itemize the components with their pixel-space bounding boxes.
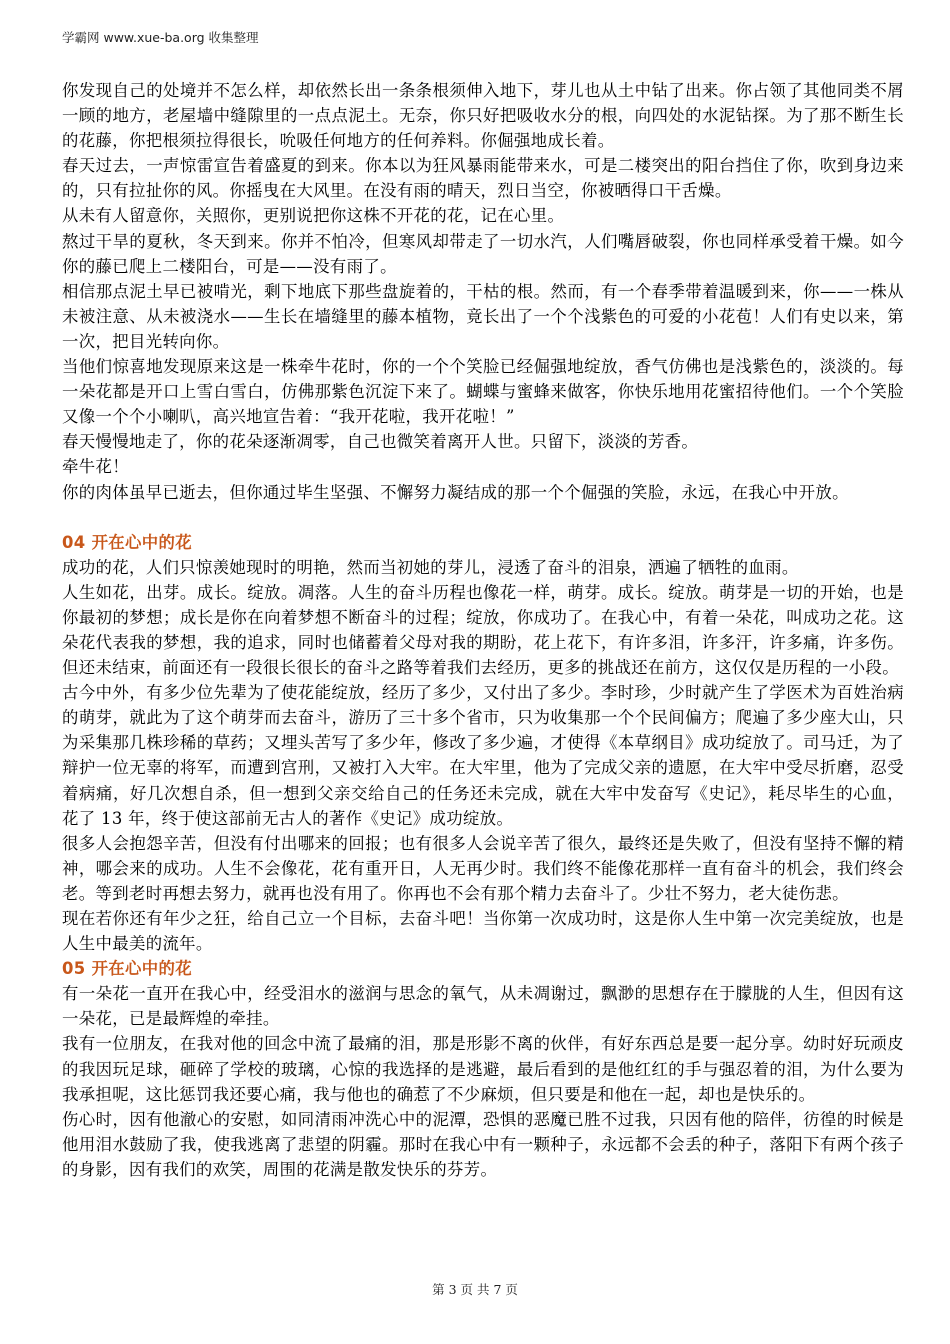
paragraph: 你的肉体虽早已逝去，但你通过毕生坚强、不懈努力凝结成的那一个个倔强的笑脸，永远，在我心中开放。 <box>62 482 849 502</box>
paragraph: 你发现自己的处境并不怎么样，却依然长出一条条根须伸入地下，芽儿也从土中钻了出来。你占领了其他同类不屑一顾的地方，老屋墙中缝隙里的一点点泥土。无奈，你只好把吸收水分的根，向四处的水泥钻探。为了那不断生长的花藤，你把根须拉得很长，吮吸任何地方的任何养料。你倔强地成长着。 <box>62 81 904 151</box>
section-04 <box>62 530 904 957</box>
paragraph: 人生如花，出芽。成长。绽放。凋落。人生的奋斗历程也像花一样，萌芽。成长。绽放。萌芽是一切的开始，也是你最初的梦想；成长是你在向着梦想不断奋斗的过程；绽放，你成功了。在我心中，有着一朵花，叫成功之花。这朵花代表我的梦想，我的追求，同时也储蓄着父母对我的期盼，花上花下，有许多泪，许多汗，许多痛，许多伤。但还未结束，前面还有一段很长很长的奋斗之路等着我们去经历，更多的挑战还在前方，这仅仅是历程的一小段。 <box>62 582 904 678</box>
paragraph: 成功的花，人们只惊羡她现时的明艳，然而当初她的芽儿，浸透了奋斗的泪泉，洒遍了牺牲的血雨。 <box>62 557 799 577</box>
page-footer: 第 3 页 共 7 页 <box>432 1282 518 1297</box>
paragraph: 春天过去，一声惊雷宣告着盛夏的到来。你本以为狂风暴雨能带来水，可是二楼突出的阳台挡住了你，吹到身边来的，只有拉扯你的风。你摇曳在大风里。在没有雨的晴天，烈日当空，你被晒得口干舌燥。 <box>62 156 904 201</box>
page-header: 学霸网 www.xue-ba.org 收集整理 <box>62 30 259 45</box>
paragraph: 很多人会抱怨辛苦，但没有付出哪来的回报；也有很多人会说辛苦了很久，最终还是失败了，但没有坚持不懈的精神，哪会来的成功。人生不会像花，花有重开日，人无再少时。我们终不能像花那样一直有奋斗的机会，我们终会老。等到老时再想去努力，就再也没有用了。你再也不会有那个精力去奋斗了。少壮不努力，老大徒伤悲。 <box>62 833 904 903</box>
paragraph: 伤心时，因有他澈心的安慰，如同清雨冲洗心中的泥潭，恐惧的恶魔已胜不过我，只因有他的陪伴，彷徨的时候是他用泪水鼓励了我，使我逃离了悲望的阴霾。那时在我心中有一颗种子，永远都不会丢的种子，落阳下有两个孩子的身影，因有我们的欢笑，周围的花满是散发快乐的芬芳。 <box>62 1109 904 1179</box>
paragraph: 我有一位朋友，在我对他的回念中流了最痛的泪，那是形影不离的伙伴，有好东西总是要一起分享。幼时好玩顽皮的我因玩足球，砸碎了学校的玻璃，心惊的我选择的是逃避，最后看到的是他红红的手与强忍着的泪，为什么要为我承担呢，这比惩罚我还要心痛，我与他也的确惹了不少麻烦，但只要是和他在一起，却也是快乐的。 <box>62 1034 904 1104</box>
paragraph: 从未有人留意你，关照你，更别说把你这株不开花的花，记在心里。 <box>62 206 565 226</box>
section-title: 04 开在心中的花 <box>62 532 193 552</box>
document-body <box>62 78 904 1182</box>
paragraph: 有一朵花一直开在我心中，经受泪水的滋润与思念的氧气，从未凋谢过，飘渺的思想存在于朦胧的人生，但因有这一朵花，已是最辉煌的牵挂。 <box>62 984 904 1029</box>
section-morning-glory <box>62 78 904 505</box>
paragraph: 古今中外，有多少位先辈为了使花能绽放，经历了多少，又付出了多少。李时珍，少时就产生了学医术为百姓治病的萌芽，就此为了这个萌芽而去奋斗，游历了三十多个省市，只为收集那一个个民间偏方；爬遍了多少座大山，只为采集那几株珍稀的草药；又埋头苦写了多少年，修改了多少遍，才使得《本草纲目》成功绽放了。司马迁，为了辩护一位无辜的将军，而遭到宫刑，又被打入大牢。在大牢里，他为了完成父亲的遗愿，在大牢中受尽折磨，忍受着病痛，好几次想自杀，但一想到父亲交给自己的任务还未完成，就在大牢中发奋写《史记》，耗尽毕生的心血，花了 13 年，终于使这部前无古人的著作《史记》成功绽放。 <box>62 683 904 828</box>
section-title: 05 开在心中的花 <box>62 959 193 979</box>
paragraph: 相信那点泥土早已被啃光，剩下地底下那些盘旋着的，干枯的根。然而，有一个春季带着温暖到来，你——一株从未被注意、从未被浇水——生长在墙缝里的藤本植物，竟长出了一个个浅紫色的可爱的小花苞！人们有史以来，第一次，把目光转向你。 <box>62 281 904 351</box>
paragraph: 当他们惊喜地发现原来这是一株牵牛花时，你的一个个笑脸已经倔强地绽放，香气仿佛也是浅紫色的，淡淡的。每一朵花都是开口上雪白雪白，仿佛那紫色沉淀下来了。蝴蝶与蜜蜂来做客，你快乐地用花蜜招待他们。一个个笑脸又像一个个小喇叭，高兴地宣告着：“我开花啦，我开花啦！” <box>62 357 904 427</box>
section-gap <box>62 505 904 530</box>
paragraph: 春天慢慢地走了，你的花朵逐渐凋零，自己也微笑着离开人世。只留下，淡淡的芳香。 <box>62 432 699 452</box>
section-05 <box>62 956 904 1182</box>
paragraph: 熬过干旱的夏秋，冬天到来。你并不怕冷，但寒风却带走了一切水汽，人们嘴唇破裂，你也同样承受着干燥。如今你的藤已爬上二楼阳台，可是——没有雨了。 <box>62 231 904 276</box>
paragraph: 牵牛花！ <box>62 457 129 477</box>
paragraph: 现在若你还有年少之狂，给自己立一个目标，去奋斗吧！当你第一次成功时，这是你人生中第一次完美绽放，也是人生中最美的流年。 <box>62 909 904 954</box>
